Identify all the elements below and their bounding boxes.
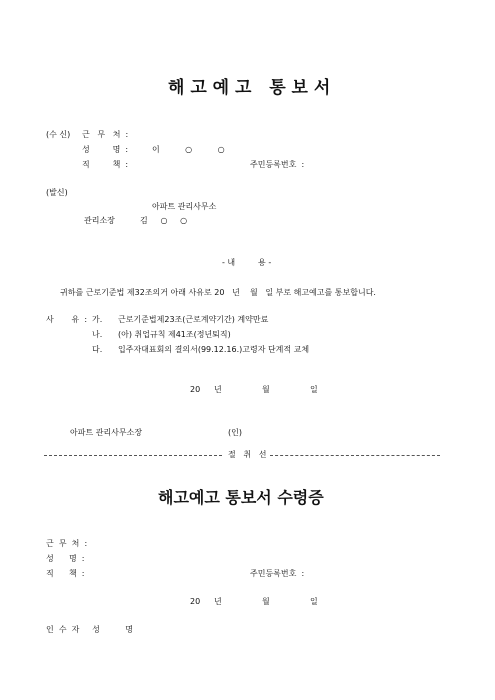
name-label: 성 명 : xyxy=(82,145,129,154)
body-text: 귀하를 근로기준법 제32조의거 아래 사유로 20 년 월 일 부로 해고예고를 통보합니다. xyxy=(60,288,376,297)
receipt-date-year: 20 xyxy=(190,597,201,606)
receipt-date-month-label: 월 xyxy=(262,597,270,606)
manager-name: 김 ○ ○ xyxy=(140,216,188,225)
content-heading: - 내 용 - xyxy=(222,258,272,267)
receipt-date-year-label: 년 xyxy=(214,597,222,606)
sender-office: 아파트 관리사무소 xyxy=(152,202,217,211)
manager-label: 관리소장 xyxy=(84,216,115,225)
reason-label: 사 유 : xyxy=(46,315,88,324)
receipt-resident-id-label: 주민등록번호 : xyxy=(250,569,305,578)
receipt-workplace-label: 근 무 처 : xyxy=(46,539,88,548)
document-title: 해 고 예 고 통 보 서 xyxy=(168,78,331,98)
name-value: 이 ○ ○ xyxy=(152,145,225,154)
receipt-name-label: 성 명 : xyxy=(46,554,85,563)
date-year-label: 년 xyxy=(214,385,222,394)
date-day-label: 일 xyxy=(310,385,318,394)
recipient-label: (수 신) xyxy=(46,130,71,139)
cut-line-right xyxy=(270,455,440,456)
sender-label: (발신) xyxy=(46,188,68,197)
reason-item-text: 근로기준법제23조(근로계약기간) 계약만료 xyxy=(118,315,269,324)
cut-label: 절 취 선 xyxy=(228,450,267,459)
seal-mark: (인) xyxy=(228,428,242,437)
receipt-position-label: 직 책 : xyxy=(46,569,85,578)
date-month-label: 월 xyxy=(262,385,270,394)
date-year: 20 xyxy=(190,385,201,394)
signature-office: 아파트 관리사무소장 xyxy=(70,428,143,437)
reason-item-num: 가. xyxy=(92,315,103,324)
receipt-title: 해고예고 통보서 수령증 xyxy=(158,488,324,507)
reason-item-text: (아) 취업규칙 제41조(정년퇴직) xyxy=(118,330,231,339)
reason-item-num: 나. xyxy=(92,330,103,339)
workplace-label: 근 무 처 : xyxy=(82,130,129,139)
receiver-label: 인 수 자 성 명 xyxy=(46,625,133,634)
cut-line-left xyxy=(44,455,222,456)
receipt-date-day-label: 일 xyxy=(310,597,318,606)
position-label: 직 책 : xyxy=(82,160,129,169)
resident-id-label: 주민등록번호 : xyxy=(250,160,305,169)
reason-item-text: 입주자대표회의 결의서(99.12.16.)고령자 단계적 교체 xyxy=(118,345,310,354)
reason-item-num: 다. xyxy=(92,345,103,354)
